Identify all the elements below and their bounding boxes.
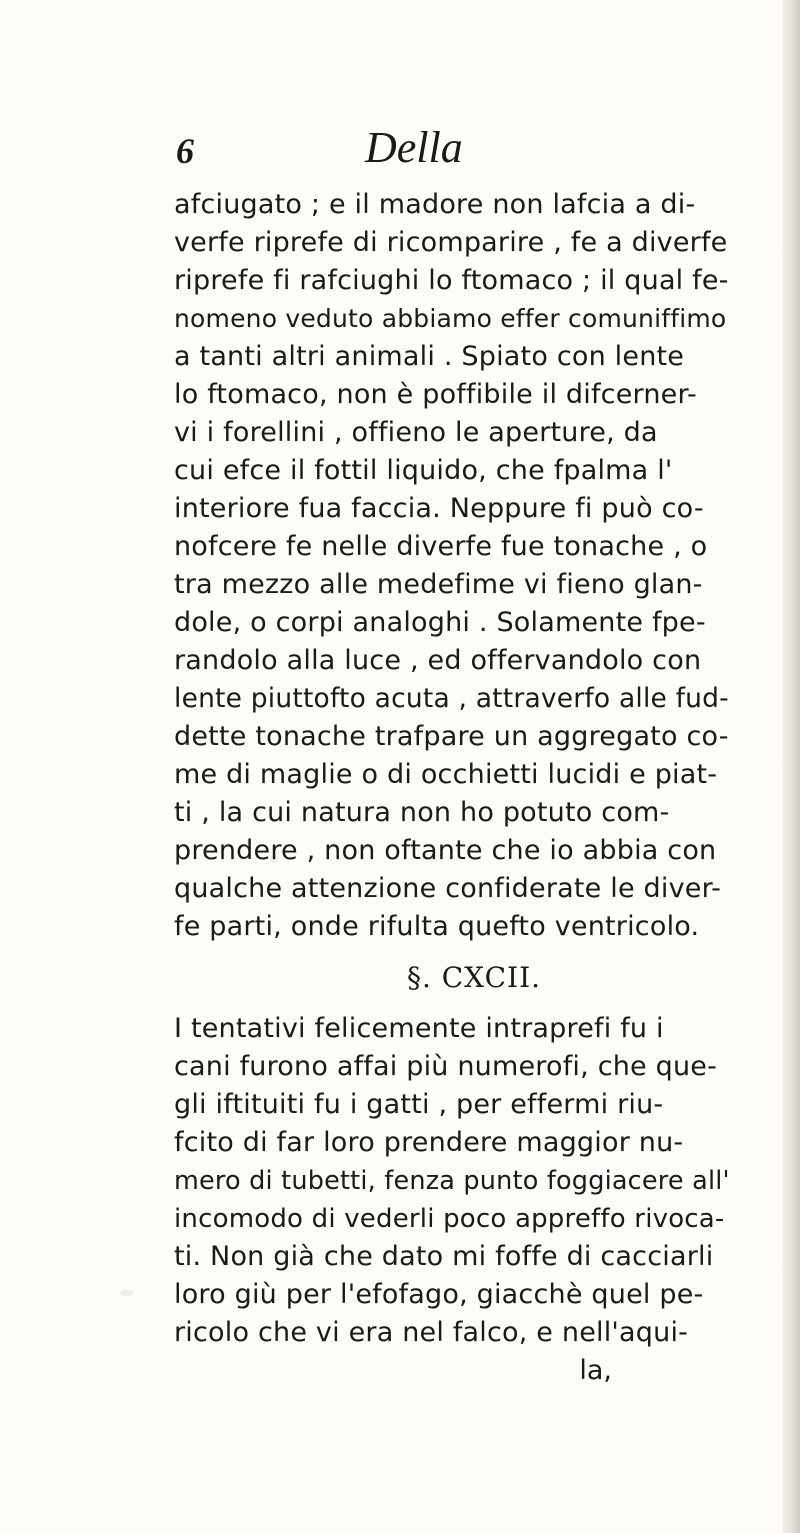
text-line: mero di tubetti, fenza punto foggiacere all' <box>174 1166 730 1196</box>
text-line: verfe riprefe di ricomparire , fe a diverfe <box>174 227 728 258</box>
text-line: dette tonache trafpare un aggregato co- <box>174 721 729 752</box>
text-line: ti , la cui natura non ho potuto com- <box>174 797 670 828</box>
catchword: la, <box>579 1355 612 1386</box>
text-line: cani furono affai più numerofi, che que- <box>174 1051 718 1082</box>
text-line: dole, o corpi analoghi . Solamente fpe- <box>174 607 706 638</box>
text-line: ti. Non già che dato mi foffe di cacciarli <box>174 1241 714 1272</box>
text-line: I tentativi felicemente intraprefi fu i <box>174 1013 664 1044</box>
text-line: riprefe fi rafciughi lo ftomaco ; il qual fe- <box>174 265 729 296</box>
text-line: lo ftomaco, non è poffibile il difcerner- <box>174 379 697 410</box>
ink-smudge <box>120 1290 134 1296</box>
text-line: loro giù per l'efofago, giacchè quel pe- <box>174 1279 704 1310</box>
text-line: cui efce il fottil liquido, che fpalma l' <box>174 455 673 486</box>
text-line: tra mezzo alle medefime vi fieno glan- <box>174 569 703 600</box>
text-line: incomodo di vederli poco appreffo rivoca- <box>174 1204 725 1234</box>
text-line: fcito di far loro prendere maggior nu- <box>174 1127 684 1158</box>
text-line: vi i forellini , offieno le aperture, da <box>174 417 658 448</box>
paragraph-1 <box>174 186 734 946</box>
text-line: fe parti, onde rifulta quefto ventricolo. <box>174 911 700 942</box>
text-line: randolo alla luce , ed offervandolo con <box>174 645 702 676</box>
text-line: lente piuttofto acuta , attraverfo alle fud- <box>174 683 729 714</box>
text-line: ricolo che vi era nel falco, e nell'aqui- <box>174 1317 689 1348</box>
text-line: nofcere fe nelle diverfe fue tonache , o <box>174 531 708 562</box>
text-line: prendere , non oftante che io abbia con <box>174 835 717 866</box>
paragraph-2 <box>174 1010 734 1352</box>
section-heading: §. CXCII. <box>406 961 542 994</box>
page-edge-shadow <box>782 0 800 1533</box>
text-line: gli iftituiti fu i gatti , per effermi riu- <box>174 1089 664 1120</box>
text-line: me di maglie o di occhietti lucidi e piat- <box>174 759 718 790</box>
page-header <box>0 122 800 182</box>
text-line: interiore fua faccia. Neppure fi può co- <box>174 493 704 524</box>
text-line: a tanti altri animali . Spiato con lente <box>174 341 685 372</box>
body-text <box>174 186 734 1390</box>
text-line: afciugato ; e il madore non lafcia a di- <box>174 189 696 220</box>
running-title: Della <box>365 123 463 172</box>
page-number: 6 <box>176 131 194 171</box>
text-line: nomeno veduto abbiamo effer comuniffimo <box>174 304 727 333</box>
text-line: qualche attenzione confiderate le diver- <box>174 873 722 904</box>
